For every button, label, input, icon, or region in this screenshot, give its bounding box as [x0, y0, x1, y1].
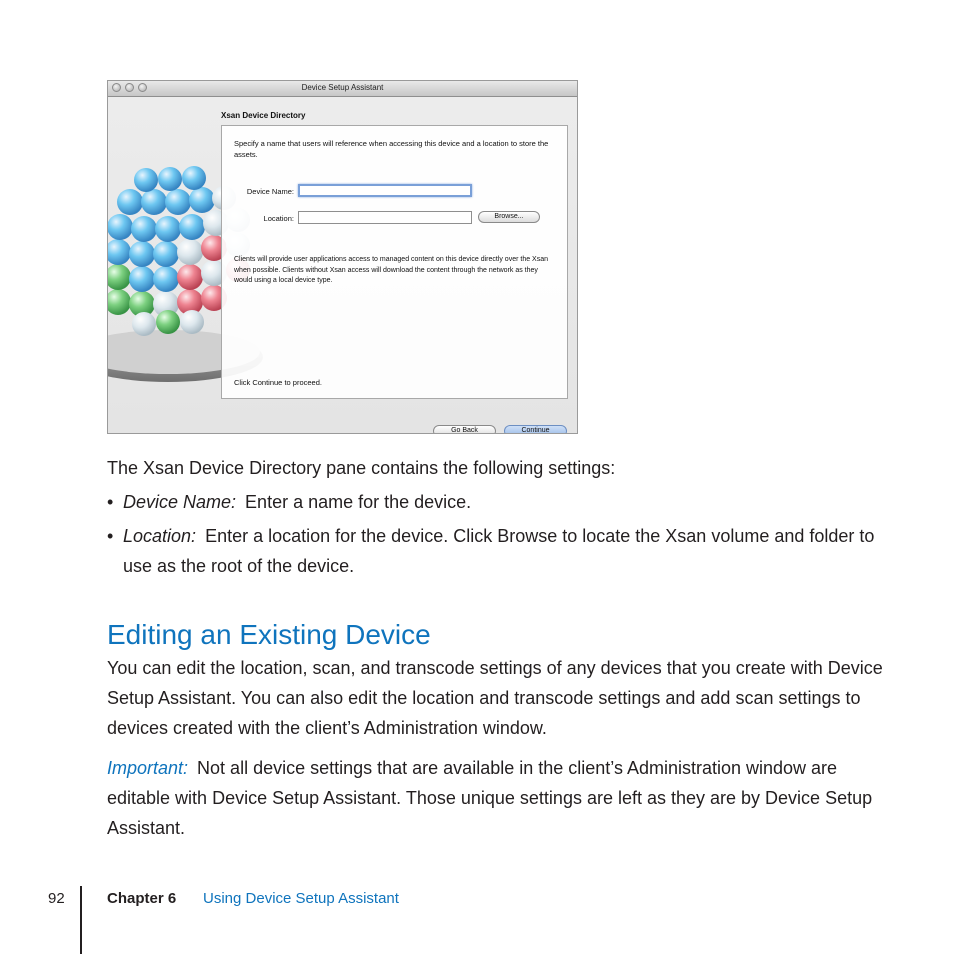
chapter-title: Using Device Setup Assistant	[203, 890, 399, 907]
bullet-icon: •	[107, 492, 114, 512]
important-text: Not all device settings that are available in the client’s Administration window are editable with Device Setup Assistant. Those unique settings are left as they are by Device Setup Assistant.	[107, 758, 873, 838]
bullet-item	[107, 487, 877, 517]
browse-button[interactable]: Browse...	[478, 211, 540, 223]
bullet-text	[123, 487, 878, 517]
chapter-label: Chapter 6	[107, 890, 177, 907]
window-body	[108, 97, 577, 433]
xsan-device-directory-panel	[221, 125, 568, 399]
window-title: Device Setup Assistant	[301, 83, 384, 92]
proceed-note: Click Continue to proceed.	[234, 378, 322, 387]
bullet-icon: •	[107, 526, 114, 546]
bullet-text	[123, 521, 878, 581]
device-name-label: Device Name:	[246, 187, 294, 196]
intro-text: The Xsan Device Directory pane contains the following settings:	[107, 458, 616, 478]
page-number: 92	[48, 890, 65, 907]
instructions-text: Specify a name that users will reference when accessing this device and a location to store the assets.	[234, 139, 549, 159]
device-name-field[interactable]	[298, 184, 472, 197]
bullet-term: Device Name:	[123, 492, 237, 512]
body-paragraph: You can edit the location, scan, and transcode settings of any devices that you create with Device Setup Assistant. You can also edit the location and transcode settings and add scan settings to devices created with the client’s Administration window.	[107, 658, 883, 738]
bullet-description: Enter a name for the device.	[245, 492, 472, 512]
window-titlebar	[108, 81, 577, 97]
pane-heading: Xsan Device Directory	[221, 111, 306, 120]
bullet-term: Location:	[123, 526, 197, 546]
section-heading: Editing an Existing Device	[107, 619, 431, 650]
location-label: Location:	[263, 214, 294, 223]
location-field[interactable]	[298, 211, 472, 224]
device-setup-assistant-window	[107, 80, 578, 434]
important-label: Important:	[107, 758, 189, 778]
bullet-description: Enter a location for the device. Click Browse to locate the Xsan volume and folder to use as the root of the device.	[123, 526, 875, 576]
bullet-item	[107, 521, 877, 581]
important-note	[107, 753, 897, 843]
continue-button[interactable]: Continue	[504, 425, 567, 434]
clients-note: Clients will provide user applications access to managed content on this device directly over the Xsan when possible. Clients without Xsan access will download the content through the network as they would using a local device type.	[234, 256, 548, 284]
go-back-button[interactable]: Go Back	[433, 425, 496, 434]
footer-divider	[80, 886, 82, 954]
